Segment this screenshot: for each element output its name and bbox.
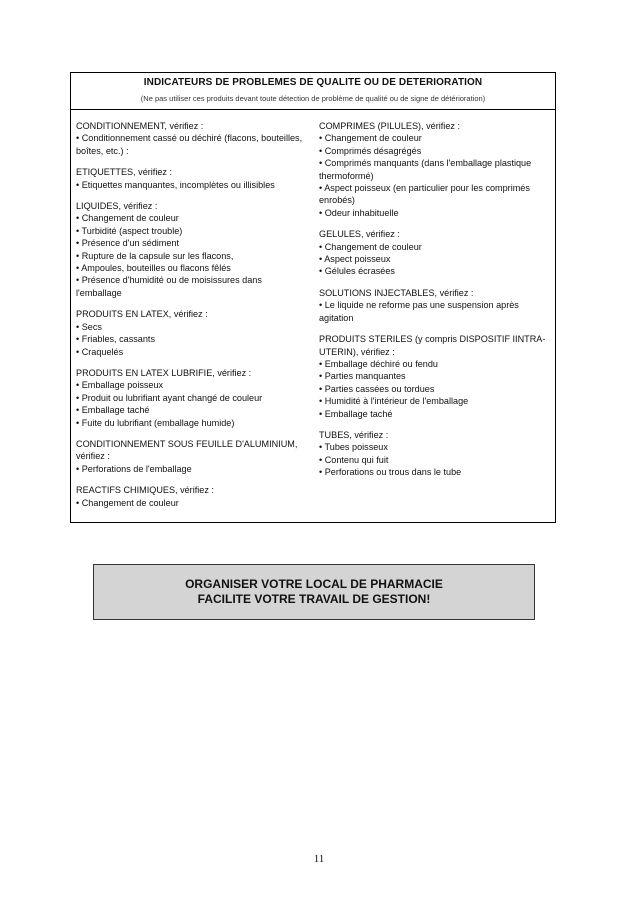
section: [319, 228, 551, 278]
check-item: • Humidité à l'intérieur de l'emballage: [319, 396, 469, 407]
section: [319, 429, 551, 479]
table-header: [71, 73, 555, 110]
section-title: ETIQUETTES, vérifiez :: [76, 167, 173, 178]
section: [76, 484, 308, 509]
check-item: • Perforations ou trous dans le tube: [319, 467, 462, 478]
check-item: • Turbidité (aspect trouble): [76, 225, 183, 236]
check-item: • Comprimés désagrégés: [319, 145, 422, 156]
section-title: REACTIFS CHIMIQUES, vérifiez :: [76, 485, 214, 496]
check-item: • Fuite du lubrifiant (emballage humide): [76, 417, 235, 428]
section-title: CONDITIONNEMENT SOUS FEUILLE D'ALUMINIUM, vérifiez :: [76, 438, 298, 462]
pharmacy-banner: [93, 564, 535, 620]
page-number: 11: [313, 853, 325, 865]
left-column: [76, 120, 308, 518]
check-item: • Craquelés: [76, 346, 124, 357]
check-item: • Changement de couleur: [319, 133, 422, 144]
check-item: • Présence d'un sédiment: [76, 238, 179, 249]
section-title: TUBES, vérifiez :: [319, 429, 389, 440]
check-item: • Changement de couleur: [76, 213, 179, 224]
check-item: • Présence d'humidité ou de moisissures dans l'emballage: [76, 275, 262, 298]
check-item: • Conditionnement cassé ou déchiré (flacons, bouteilles, boîtes, etc.) :: [76, 133, 303, 156]
check-item: • Odeur inhabituelle: [319, 207, 399, 218]
section-title: PRODUITS STERILES (y compris DISPOSITIF IINTRA-UTERIN), vérifiez :: [319, 334, 546, 357]
section: [76, 367, 308, 429]
section-title: SOLUTIONS INJECTABLES, vérifiez :: [319, 287, 474, 298]
section: [76, 120, 308, 157]
check-item: • Produit ou lubrifiant ayant changé de couleur: [76, 392, 263, 403]
check-item: • Ampoules, bouteilles ou flacons fêlés: [76, 263, 231, 274]
check-item: • Changement de couleur: [319, 241, 422, 252]
check-item: • Gélules écrasées: [319, 266, 395, 277]
banner-line-1: ORGANISER VOTRE LOCAL DE PHARMACIE: [185, 577, 443, 591]
section: [319, 333, 551, 420]
section-title: COMPRIMES (PILULES), vérifiez :: [319, 121, 460, 131]
section: [319, 120, 551, 219]
check-item: • Secs: [76, 321, 102, 332]
section: [76, 308, 308, 358]
check-item: • Etiquettes manquantes, incomplètes ou illisibles: [76, 179, 275, 190]
section-title: LIQUIDES, vérifiez :: [76, 201, 158, 212]
check-item: • Aspect poisseux: [319, 254, 391, 265]
check-item: • Parties cassées ou tordues: [319, 383, 435, 394]
table-subtitle: (Ne pas utiliser ces produits devant toute détection de problème de qualité ou de signe de détérioration): [140, 94, 486, 103]
check-item: • Parties manquantes: [319, 371, 406, 382]
section: [76, 166, 308, 191]
check-item: • Comprimés manquants (dans l'emballage plastique thermoformé): [319, 158, 532, 181]
check-item: • Changement de couleur: [76, 497, 179, 508]
section-title: CONDITIONNEMENT, vérifiez :: [76, 121, 204, 131]
banner-line-2: FACILITE VOTRE TRAVAIL DE GESTION!: [197, 592, 431, 606]
section: [76, 200, 308, 299]
section: [319, 287, 551, 324]
check-item: • Emballage taché: [76, 405, 150, 416]
section-title: GELULES, vérifiez :: [319, 229, 400, 240]
check-item: • Aspect poisseux (en particulier pour les comprimés enrobés): [319, 183, 530, 206]
section: [76, 438, 308, 475]
right-column: [319, 120, 551, 488]
check-item: • Rupture de la capsule sur les flacons,: [76, 250, 234, 261]
check-item: • Emballage taché: [319, 408, 393, 419]
section-title: PRODUITS EN LATEX, vérifiez :: [76, 309, 208, 320]
check-item: • Contenu qui fuit: [319, 454, 389, 465]
table-title: INDICATEURS DE PROBLEMES DE QUALITE OU DE DETERIORATION: [143, 77, 483, 88]
check-item: • Emballage déchiré ou fendu: [319, 358, 438, 369]
section-title: PRODUITS EN LATEX LUBRIFIE, vérifiez :: [76, 367, 252, 378]
check-item: • Friables, cassants: [76, 334, 155, 345]
check-item: • Le liquide ne reforme pas une suspension après agitation: [319, 300, 519, 323]
check-item: • Perforations de l'emballage: [76, 463, 192, 474]
quality-indicators-table: [70, 72, 556, 523]
check-item: • Emballage poisseux: [76, 380, 164, 391]
check-item: • Tubes poisseux: [319, 442, 388, 453]
